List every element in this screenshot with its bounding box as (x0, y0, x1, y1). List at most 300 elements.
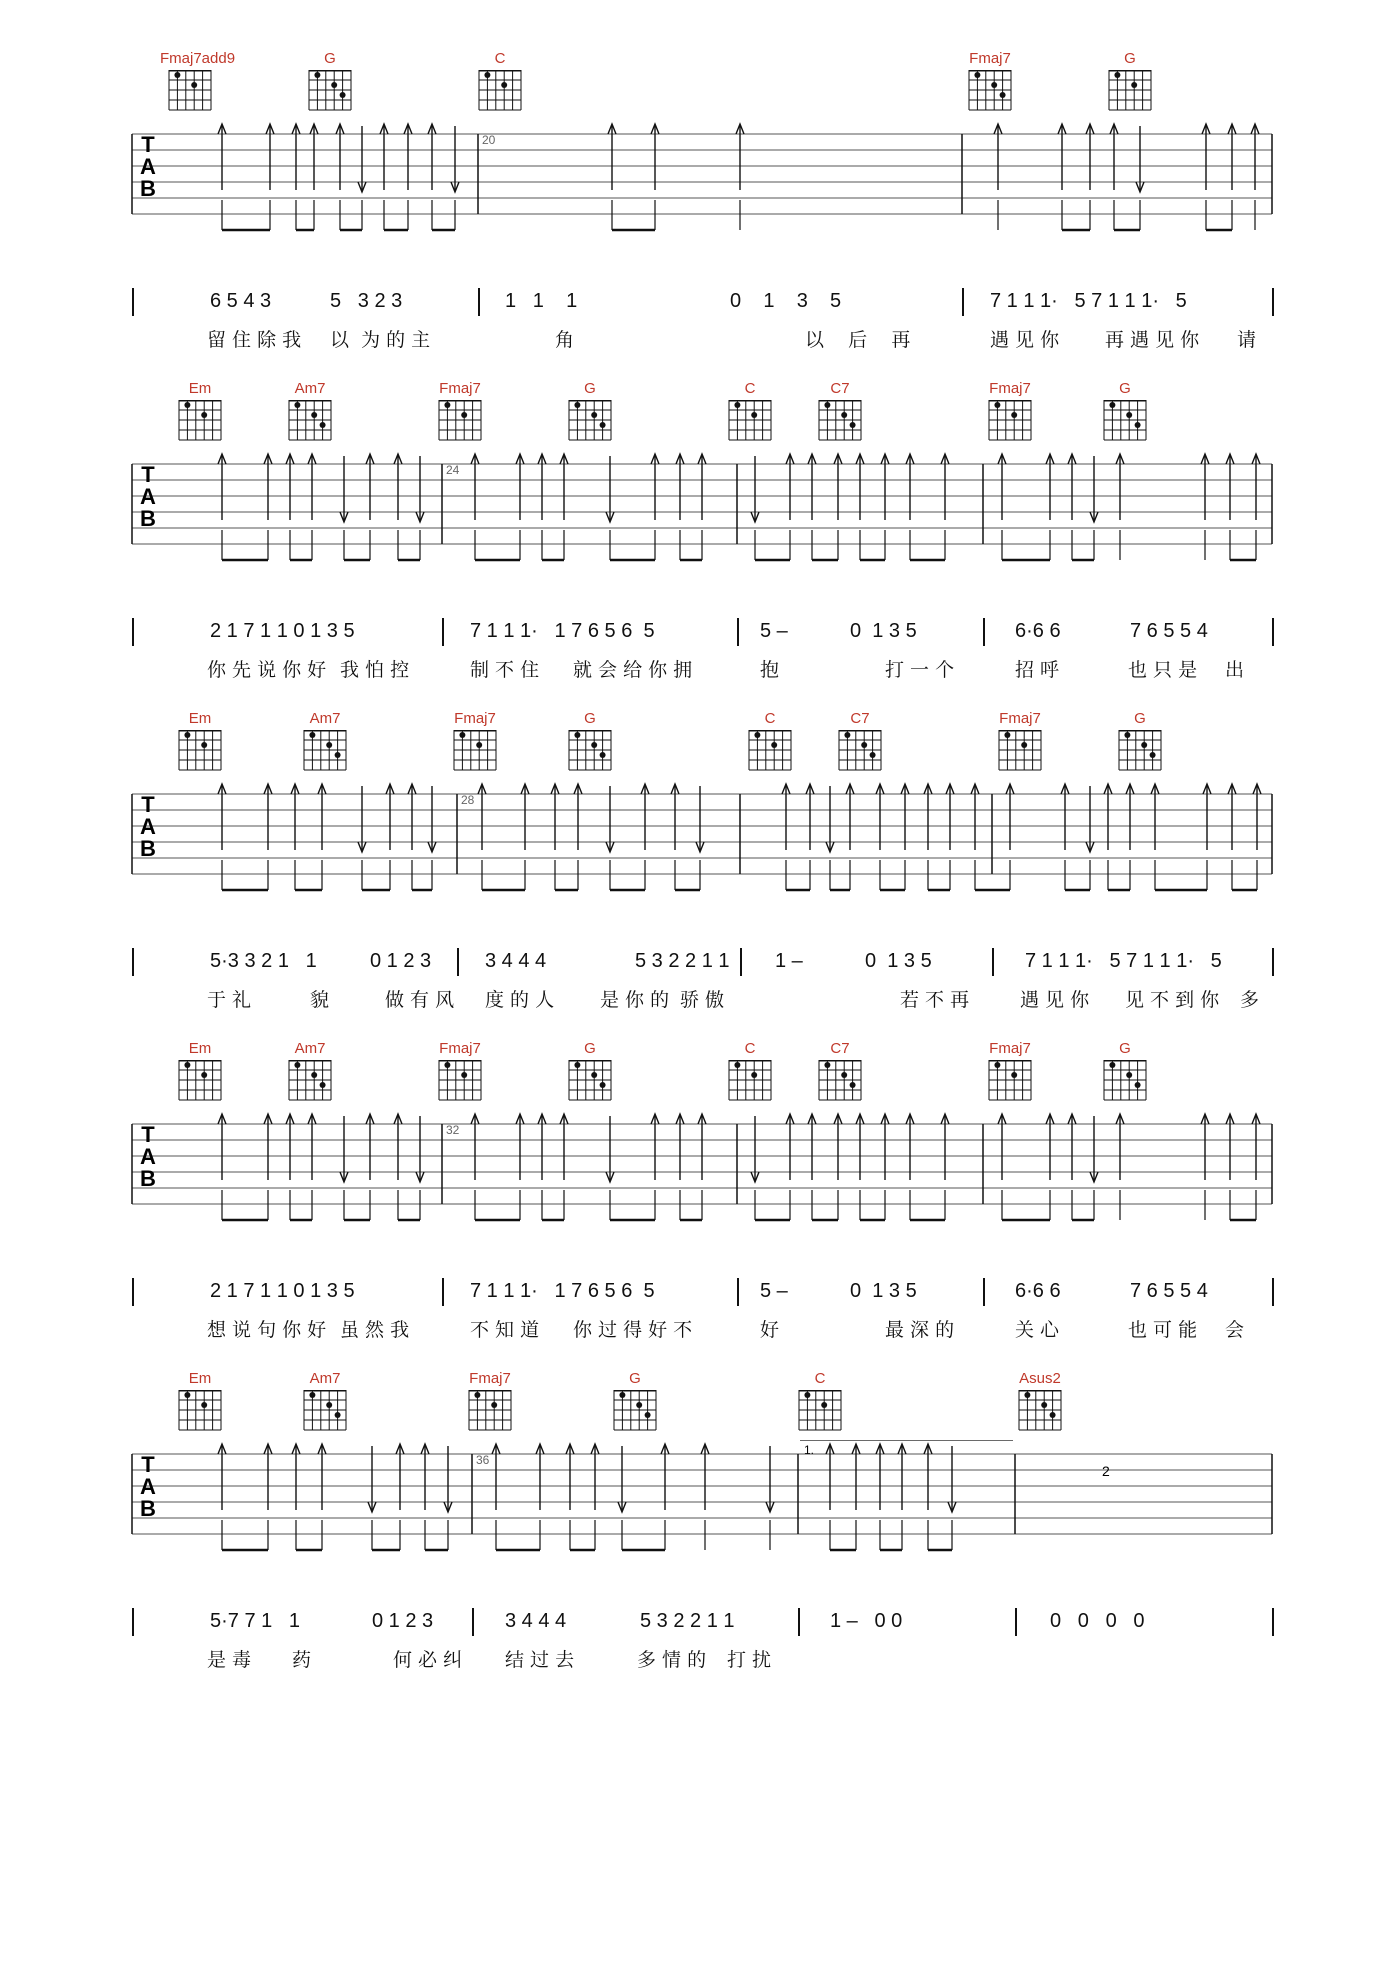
jianpu-bar-line (457, 948, 459, 976)
volta-label: 1. (804, 1443, 815, 1457)
lyric-text: 不 知 道 (470, 1319, 540, 1341)
finger-dot (574, 1062, 580, 1068)
lyric-text: 遇 见 你 (990, 329, 1060, 351)
chord-grid-svg (450, 730, 500, 776)
tab-clef-letter: B (140, 1496, 156, 1521)
finger-dot (1109, 1062, 1115, 1068)
tab-fret-number: 2 (1102, 1463, 1110, 1479)
chord-name: Am7 (309, 710, 341, 727)
lyric-text: 结 过 去 (505, 1649, 575, 1671)
chord-grid-svg (1105, 70, 1155, 116)
finger-dot (1041, 1402, 1047, 1408)
lyric-text: 是 毒 (207, 1649, 252, 1671)
chord-diagram (170, 710, 230, 776)
jianpu-bar-line (132, 1608, 134, 1636)
chord-diagram (810, 380, 870, 446)
lyric-text: 药 (292, 1649, 312, 1671)
chord-name: Fmaj7 (989, 380, 1031, 397)
lyric-text: 度 的 人 (485, 989, 555, 1011)
finger-dot (991, 82, 997, 88)
lyric-text: 虽 然 我 (340, 1319, 410, 1341)
tab-clef-letter: B (140, 1166, 156, 1191)
chord-grid-svg (475, 70, 525, 116)
tab-clef-letter: B (140, 176, 156, 201)
jianpu-bar-line (132, 1278, 134, 1306)
jianpu-bar-line (983, 1278, 985, 1306)
finger-dot (311, 1072, 317, 1078)
chord-name: Fmaj7 (454, 710, 496, 727)
finger-dot (591, 1072, 597, 1078)
tab-clef-letter: A (140, 1474, 156, 1499)
chord-diagram (990, 710, 1050, 776)
chord-name: Am7 (294, 1040, 326, 1057)
chord-name: Fmaj7 (439, 380, 481, 397)
tab-staff (0, 1440, 1400, 1560)
jianpu-notes: 5 – (760, 1280, 788, 1302)
lyric-text: 抱 (760, 659, 780, 681)
jianpu-bar-line (1272, 618, 1274, 646)
chord-grid-svg (435, 1060, 485, 1106)
chord-grid-svg (815, 400, 865, 446)
chord-diagram (280, 1040, 340, 1106)
chord-grid-svg (300, 730, 350, 776)
chord-grid-svg (815, 1060, 865, 1106)
finger-dot (1024, 1392, 1030, 1398)
chord-name: C7 (830, 1040, 850, 1057)
jianpu-notes: 1 1 1 (505, 290, 578, 312)
chord-diagram (560, 710, 620, 776)
chord-name: Fmaj7 (989, 1040, 1031, 1057)
chord-diagram (1095, 1040, 1155, 1106)
chord-grid-svg (565, 400, 615, 446)
finger-dot (335, 752, 341, 758)
chord-grid-svg (1100, 1060, 1150, 1106)
finger-dot (974, 72, 980, 78)
finger-dot (326, 1402, 332, 1408)
tab-clef-letter: A (140, 814, 156, 839)
lyric-text: 好 (760, 1319, 780, 1341)
lyric-text: 留 住 除 我 (207, 329, 302, 351)
finger-dot (994, 1062, 1000, 1068)
finger-dot (340, 92, 346, 98)
tab-clef-letter: B (140, 506, 156, 531)
jianpu-notes: 2 1 7 1 1 0 1 3 5 (210, 1280, 355, 1302)
jianpu-bar-line (132, 288, 134, 316)
finger-dot (444, 1062, 450, 1068)
finger-dot (1000, 92, 1006, 98)
chord-grid-svg (795, 1390, 845, 1436)
chord-name: G (584, 1040, 596, 1057)
jianpu-bar-line (132, 618, 134, 646)
chord-diagram (980, 1040, 1040, 1106)
chord-name: G (629, 1370, 641, 1387)
finger-dot (294, 402, 300, 408)
finger-dot (754, 732, 760, 738)
jianpu-notes: 6 5 4 3 (210, 290, 272, 312)
jianpu-bar-line (740, 948, 742, 976)
tab-clef-letter: A (140, 484, 156, 509)
tab-clef-letter: T (141, 132, 155, 157)
jianpu-notes: 0 1 3 5 (850, 1280, 917, 1302)
chord-diagram (740, 710, 800, 776)
finger-dot (600, 1082, 606, 1088)
chord-name: G (1124, 50, 1136, 67)
tab-system (0, 380, 1400, 710)
finger-dot (444, 402, 450, 408)
chord-name: C (764, 710, 776, 727)
jianpu-bar-line (478, 288, 480, 316)
finger-dot (771, 742, 777, 748)
chord-diagram (960, 50, 1020, 116)
chord-diagram (430, 380, 490, 446)
tab-clef-letter: T (141, 1452, 155, 1477)
tab-staff (0, 780, 1400, 900)
finger-dot (474, 1392, 480, 1398)
finger-dot (824, 402, 830, 408)
finger-dot (591, 412, 597, 418)
lyric-text: 也 可 能 (1128, 1319, 1198, 1341)
lyric-text: 何 必 纠 (393, 1649, 463, 1671)
finger-dot (574, 402, 580, 408)
finger-dot (184, 1062, 190, 1068)
lyric-text: 于 礼 (207, 989, 252, 1011)
tab-clef-letter: T (141, 1122, 155, 1147)
jianpu-notes: 5·3 3 2 1 1 (210, 950, 317, 972)
lyric-text: 最 深 的 (885, 1319, 955, 1341)
chord-grid-svg (465, 1390, 515, 1436)
finger-dot (294, 1062, 300, 1068)
chord-name: G (584, 710, 596, 727)
chord-name: Fmaj7 (999, 710, 1041, 727)
finger-dot (311, 412, 317, 418)
lyric-text: 制 不 住 (470, 659, 540, 681)
jianpu-bar-line (472, 1608, 474, 1636)
chord-grid-svg (175, 730, 225, 776)
finger-dot (326, 742, 332, 748)
chord-diagram (605, 1370, 665, 1436)
measure-number: 24 (446, 463, 460, 477)
chord-diagram (720, 1040, 780, 1106)
chord-name: Fmaj7 (469, 1370, 511, 1387)
jianpu-notes: 0 1 2 3 (370, 950, 432, 972)
jianpu-bar-line (1272, 1278, 1274, 1306)
finger-dot (476, 742, 482, 748)
jianpu-notes: 0 1 3 5 (865, 950, 932, 972)
chord-grid-svg (565, 1060, 615, 1106)
finger-dot (1126, 412, 1132, 418)
finger-dot (184, 1392, 190, 1398)
finger-dot (1135, 422, 1141, 428)
jianpu-notes: 3 4 4 4 (485, 950, 547, 972)
chord-grid-svg (995, 730, 1045, 776)
tab-staff (0, 120, 1400, 240)
finger-dot (1124, 732, 1130, 738)
chord-diagram (1110, 710, 1170, 776)
finger-dot (1011, 412, 1017, 418)
finger-dot (850, 1082, 856, 1088)
jianpu-notes: 7 1 1 1· 5 7 1 1 1· 5 (990, 290, 1187, 312)
chord-diagram (980, 380, 1040, 446)
chord-grid-svg (305, 70, 355, 116)
lyric-text: 以 为 的 主 (330, 329, 431, 351)
jianpu-notes: 7 6 5 5 4 (1130, 620, 1208, 642)
lyric-text: 是 你 的 (600, 989, 670, 1011)
jianpu-notes: 0 1 3 5 (850, 620, 917, 642)
finger-dot (574, 732, 580, 738)
jianpu-notes: 0 0 0 0 (1050, 1610, 1145, 1632)
chord-grid-svg (175, 1390, 225, 1436)
finger-dot (821, 1402, 827, 1408)
finger-dot (1021, 742, 1027, 748)
finger-dot (600, 752, 606, 758)
finger-dot (174, 72, 180, 78)
jianpu-notes: 7 6 5 5 4 (1130, 1280, 1208, 1302)
chord-name: G (1134, 710, 1146, 727)
lyric-text: 再 遇 见 你 (1105, 329, 1200, 351)
finger-dot (459, 732, 465, 738)
chord-grid-svg (175, 1060, 225, 1106)
chord-diagram (810, 1040, 870, 1106)
jianpu-bar-line (132, 948, 134, 976)
finger-dot (184, 402, 190, 408)
finger-dot (1150, 752, 1156, 758)
chord-name: Em (188, 380, 212, 397)
finger-dot (645, 1412, 651, 1418)
finger-dot (600, 422, 606, 428)
chord-name: C (814, 1370, 826, 1387)
tab-clef-letter: A (140, 1144, 156, 1169)
finger-dot (314, 72, 320, 78)
jianpu-notes: 7 1 1 1· 5 7 1 1 1· 5 (1025, 950, 1222, 972)
chord-diagram (170, 380, 230, 446)
chord-grid-svg (435, 400, 485, 446)
chord-name: C (744, 1040, 756, 1057)
tab-clef-letter: A (140, 154, 156, 179)
jianpu-bar-line (737, 618, 739, 646)
chord-diagram (295, 710, 355, 776)
tab-system (0, 1040, 1400, 1370)
jianpu-bar-line (983, 618, 985, 646)
chord-grid-svg (300, 1390, 350, 1436)
chord-name: C (744, 380, 756, 397)
jianpu-notes: 5 3 2 2 1 1 (640, 1610, 735, 1632)
chord-grid-svg (835, 730, 885, 776)
chord-grid-svg (725, 1060, 775, 1106)
finger-dot (1109, 402, 1115, 408)
jianpu-notes: 0 1 2 3 (372, 1610, 434, 1632)
finger-dot (861, 742, 867, 748)
chord-diagram (470, 50, 530, 116)
lyric-text: 若 不 再 (900, 989, 970, 1011)
finger-dot (201, 412, 207, 418)
finger-dot (994, 402, 1000, 408)
finger-dot (751, 412, 757, 418)
finger-dot (201, 1072, 207, 1078)
lyric-text: 见 不 到 你 (1125, 989, 1220, 1011)
chord-name: C7 (830, 380, 850, 397)
finger-dot (804, 1392, 810, 1398)
lyric-text: 我 怕 控 (340, 659, 410, 681)
lyric-text: 做 有 风 (385, 989, 455, 1011)
finger-dot (309, 1392, 315, 1398)
finger-dot (850, 422, 856, 428)
tab-staff (0, 450, 1400, 570)
lyric-text: 多 情 的 (637, 1649, 707, 1671)
chord-name: Em (188, 1040, 212, 1057)
chord-diagram (1100, 50, 1160, 116)
finger-dot (824, 1062, 830, 1068)
finger-dot (734, 402, 740, 408)
finger-dot (335, 1412, 341, 1418)
chord-grid-svg (565, 730, 615, 776)
jianpu-notes: 5·7 7 1 1 (210, 1610, 301, 1632)
chord-name: G (584, 380, 596, 397)
chord-name: G (1119, 1040, 1131, 1057)
jianpu-notes: 6·6 6 (1015, 1280, 1061, 1302)
measure-number: 28 (461, 793, 475, 807)
lyric-text: 打 扰 (727, 1649, 772, 1671)
finger-dot (201, 742, 207, 748)
finger-dot (309, 732, 315, 738)
chord-diagram (300, 50, 360, 116)
chord-name: Fmaj7add9 (160, 50, 236, 67)
chord-diagram (295, 1370, 355, 1436)
measure-number: 32 (446, 1123, 460, 1137)
chord-diagram (560, 1040, 620, 1106)
chord-grid-svg (1115, 730, 1165, 776)
finger-dot (734, 1062, 740, 1068)
jianpu-notes: 5 3 2 3 (330, 290, 403, 312)
chord-grid-svg (965, 70, 1015, 116)
lyric-text: 出 (1225, 659, 1245, 681)
jianpu-bar-line (442, 618, 444, 646)
measure-number: 36 (476, 1453, 490, 1467)
lyric-text: 请 (1237, 329, 1257, 351)
finger-dot (591, 742, 597, 748)
chord-diagram (170, 1370, 230, 1436)
chord-grid-svg (285, 1060, 335, 1106)
jianpu-notes: 1 – 0 0 (830, 1610, 903, 1632)
chord-diagram (560, 380, 620, 446)
chord-name: G (324, 50, 336, 67)
finger-dot (491, 1402, 497, 1408)
lyric-text: 关 心 (1015, 1319, 1060, 1341)
chord-diagram (280, 380, 340, 446)
chord-diagram (160, 50, 236, 116)
chord-name: Fmaj7 (969, 50, 1011, 67)
lyric-text: 想 说 句 你 好 (207, 1319, 327, 1341)
finger-dot (501, 82, 507, 88)
jianpu-bar-line (1272, 1608, 1274, 1636)
jianpu-notes: 5 – (760, 620, 788, 642)
jianpu-bar-line (442, 1278, 444, 1306)
chord-diagram (790, 1370, 850, 1436)
jianpu-notes: 7 1 1 1· 1 7 6 5 6 5 (470, 1280, 655, 1302)
jianpu-notes: 6·6 6 (1015, 620, 1061, 642)
jianpu-notes: 7 1 1 1· 1 7 6 5 6 5 (470, 620, 655, 642)
chord-diagram (1095, 380, 1155, 446)
finger-dot (461, 1072, 467, 1078)
finger-dot (1050, 1412, 1056, 1418)
jianpu-bar-line (962, 288, 964, 316)
tab-system (0, 50, 1400, 380)
jianpu-notes: 5 3 2 2 1 1 (635, 950, 730, 972)
lyric-text: 多 (1240, 989, 1260, 1011)
chord-grid-svg (725, 400, 775, 446)
jianpu-bar-line (1272, 948, 1274, 976)
jianpu-bar-line (1015, 1608, 1017, 1636)
chord-grid-svg (985, 1060, 1035, 1106)
chord-grid-svg (175, 400, 225, 446)
chord-name: C7 (850, 710, 870, 727)
finger-dot (1114, 72, 1120, 78)
chord-name: G (1119, 380, 1131, 397)
lyric-text: 遇 见 你 (1020, 989, 1090, 1011)
finger-dot (870, 752, 876, 758)
tab-system (0, 1370, 1400, 1700)
tab-clef-letter: T (141, 462, 155, 487)
chord-diagram (720, 380, 780, 446)
jianpu-bar-line (992, 948, 994, 976)
finger-dot (619, 1392, 625, 1398)
chord-diagram (430, 1040, 490, 1106)
chord-grid-svg (610, 1390, 660, 1436)
jianpu-bar-line (1272, 288, 1274, 316)
finger-dot (1131, 82, 1137, 88)
tab-staff (0, 1110, 1400, 1230)
jianpu-notes: 2 1 7 1 1 0 1 3 5 (210, 620, 355, 642)
tab-clef-letter: B (140, 836, 156, 861)
finger-dot (331, 82, 337, 88)
lyric-text: 你 过 得 好 不 (573, 1319, 693, 1341)
lyric-text: 貌 (310, 989, 330, 1011)
finger-dot (484, 72, 490, 78)
chord-name: Asus2 (1019, 1370, 1061, 1387)
jianpu-notes: 3 4 4 4 (505, 1610, 567, 1632)
chord-name: Fmaj7 (439, 1040, 481, 1057)
finger-dot (1011, 1072, 1017, 1078)
chord-diagram (1010, 1370, 1070, 1436)
chord-grid-svg (285, 400, 335, 446)
jianpu-bar-line (737, 1278, 739, 1306)
finger-dot (636, 1402, 642, 1408)
chord-diagram (830, 710, 890, 776)
tab-clef-letter: T (141, 792, 155, 817)
jianpu-bar-line (798, 1608, 800, 1636)
lyric-text: 就 会 给 你 拥 (573, 659, 693, 681)
finger-dot (751, 1072, 757, 1078)
finger-dot (320, 422, 326, 428)
finger-dot (461, 412, 467, 418)
jianpu-notes: 1 – (775, 950, 803, 972)
jianpu-notes: 0 1 3 5 (730, 290, 842, 312)
finger-dot (844, 732, 850, 738)
finger-dot (1126, 1072, 1132, 1078)
chord-grid-svg (1015, 1390, 1065, 1436)
chord-grid-svg (1100, 400, 1150, 446)
lyric-text: 角 (555, 329, 575, 351)
chord-diagram (170, 1040, 230, 1106)
lyric-text: 打 一 个 (885, 659, 955, 681)
finger-dot (841, 412, 847, 418)
chord-diagram (445, 710, 505, 776)
finger-dot (184, 732, 190, 738)
chord-diagram (460, 1370, 520, 1436)
finger-dot (1135, 1082, 1141, 1088)
chord-name: Em (188, 710, 212, 727)
measure-number: 20 (482, 133, 496, 147)
finger-dot (191, 82, 197, 88)
